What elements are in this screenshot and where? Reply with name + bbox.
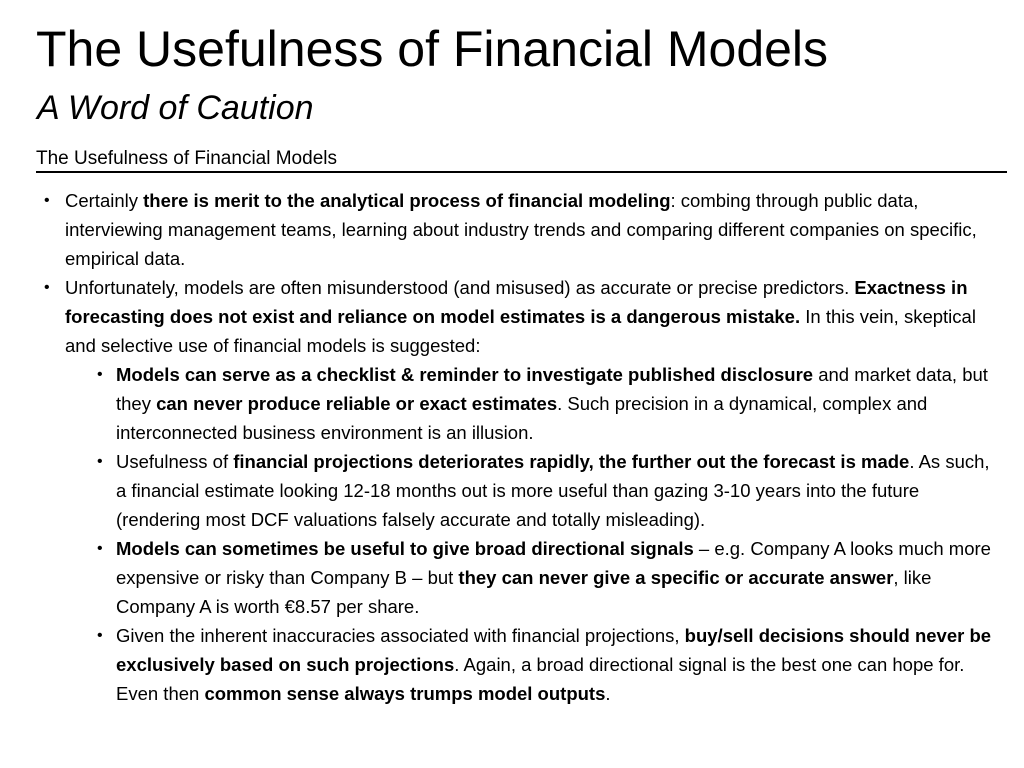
text: Given the inherent inaccuracies associated with financial projections, xyxy=(116,625,685,646)
bullet-item-3 xyxy=(44,360,994,447)
bold-text: financial projections deteriorates rapidly, the further out the forecast is made xyxy=(233,451,910,472)
bold-text: they can never give a specific or accurate answer xyxy=(458,567,894,588)
text: : combing through public data, interviewing management teams, learning about industry trends and comparing different companies on specific, empirical data. xyxy=(65,190,977,269)
bullet-point-icon: • xyxy=(97,366,103,383)
bullet-item-6 xyxy=(44,621,994,708)
bold-text: common sense always trumps model outputs xyxy=(204,683,606,704)
text: and market data, but they xyxy=(116,364,988,414)
bullet-item-2 xyxy=(44,273,994,360)
bullet-list xyxy=(44,186,994,708)
bullet-point-icon: • xyxy=(97,540,103,557)
bold-text: buy/sell decisions should never be exclusively based on such projections xyxy=(116,625,992,675)
bold-text: can never produce reliable or exact estimates xyxy=(156,393,558,414)
slide-title: The Usefulness of Financial Models xyxy=(36,21,829,77)
text: Certainly xyxy=(65,190,144,211)
text: Usefulness of xyxy=(116,451,234,472)
text: – e.g. Company A looks much more expensive or risky than Company B – but xyxy=(116,538,991,588)
text: In this vein, skeptical and selective use of financial models is suggested: xyxy=(65,306,976,356)
section-header: The Usefulness of Financial Models xyxy=(36,147,1007,173)
bullet-point-icon: • xyxy=(44,192,50,209)
bullet-item-4 xyxy=(44,447,994,534)
bold-text: Models can sometimes be useful to give broad directional signals xyxy=(116,538,694,559)
bold-text: Exactness in forecasting does not exist and reliance on model estimates is a dangerous mistake. xyxy=(65,277,968,327)
bullet-point-icon: • xyxy=(44,279,50,296)
text: . Again, a broad directional signal is the best one can hope for. Even then xyxy=(116,654,965,704)
slide-subtitle: A Word of Caution xyxy=(37,89,314,127)
text: , like Company A is worth €8.57 per share. xyxy=(116,567,932,617)
bullet-content xyxy=(44,186,994,708)
bold-text: Models can serve as a checklist & reminder to investigate published disclosure xyxy=(116,364,814,385)
bold-text: there is merit to the analytical process of financial modeling xyxy=(143,190,671,211)
text: . Such precision in a dynamical, complex and interconnected business environment is an illusion. xyxy=(116,393,928,443)
text: Unfortunately, models are often misunderstood (and misused) as accurate or precise predictors. xyxy=(65,277,855,298)
text: . xyxy=(605,683,611,704)
text: . As such, a financial estimate looking 12-18 months out is more useful than gazing 3-10 years into the future (rendering most DCF valuations falsely accurate and totally misleading). xyxy=(116,451,990,530)
bullet-point-icon: • xyxy=(97,453,103,470)
bullet-item-5 xyxy=(44,534,994,621)
bullet-point-icon: • xyxy=(97,627,103,644)
bullet-item-1 xyxy=(44,186,994,273)
